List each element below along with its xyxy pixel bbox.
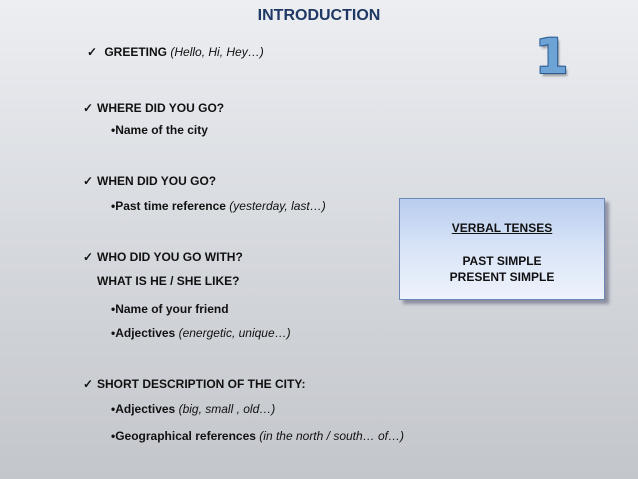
greeting-label: GREETING xyxy=(104,45,168,59)
when-sub-note: (yesterday, last…) xyxy=(229,199,326,213)
checkmark-icon: ✓ xyxy=(83,250,94,264)
who-sub-note-2: (energetic, unique…) xyxy=(178,326,291,340)
verbal-tenses-heading: VERBAL TENSES xyxy=(451,221,553,235)
when-label: WHEN DID YOU GO? xyxy=(97,174,217,188)
who-sub-label-2: •Adjectives xyxy=(111,326,176,340)
where-sub-item: •Name of the city xyxy=(111,123,208,137)
short-sub-item-2 xyxy=(111,429,404,443)
who-label: WHO DID YOU GO WITH? xyxy=(97,250,243,264)
slide-number-graphic: 1 xyxy=(535,29,569,85)
where-item xyxy=(83,101,224,115)
greeting-item xyxy=(87,45,264,59)
who-sub-item-1: •Name of your friend xyxy=(111,302,229,316)
tense-present-simple: PRESENT SIMPLE xyxy=(449,270,555,284)
when-sub-label: •Past time reference xyxy=(111,199,226,213)
slide-title: INTRODUCTION xyxy=(257,7,381,24)
short-description-item xyxy=(83,377,305,391)
who-item xyxy=(83,250,243,264)
short-sub-note-2: (in the north / south… of…) xyxy=(259,429,405,443)
short-sub-item-1 xyxy=(111,402,275,416)
checkmark-icon: ✓ xyxy=(87,45,98,59)
checkmark-icon: ✓ xyxy=(83,101,94,115)
where-label: WHERE DID YOU GO? xyxy=(97,101,225,115)
tense-past-simple: PAST SIMPLE xyxy=(462,254,542,268)
greeting-note: (Hello, Hi, Hey…) xyxy=(170,45,264,59)
checkmark-icon: ✓ xyxy=(83,377,94,391)
short-sub-label-2: •Geographical references xyxy=(111,429,256,443)
who-label-2: WHAT IS HE / SHE LIKE? xyxy=(97,274,240,288)
short-sub-label-1: •Adjectives xyxy=(111,402,176,416)
verbal-tenses-box xyxy=(399,198,605,300)
checkmark-icon: ✓ xyxy=(83,174,94,188)
when-sub-item xyxy=(111,199,326,213)
short-sub-note-1: (big, small , old…) xyxy=(178,402,276,416)
who-sub-item-2 xyxy=(111,326,291,340)
short-description-label: SHORT DESCRIPTION OF THE CITY: xyxy=(97,377,306,391)
when-item xyxy=(83,174,216,188)
